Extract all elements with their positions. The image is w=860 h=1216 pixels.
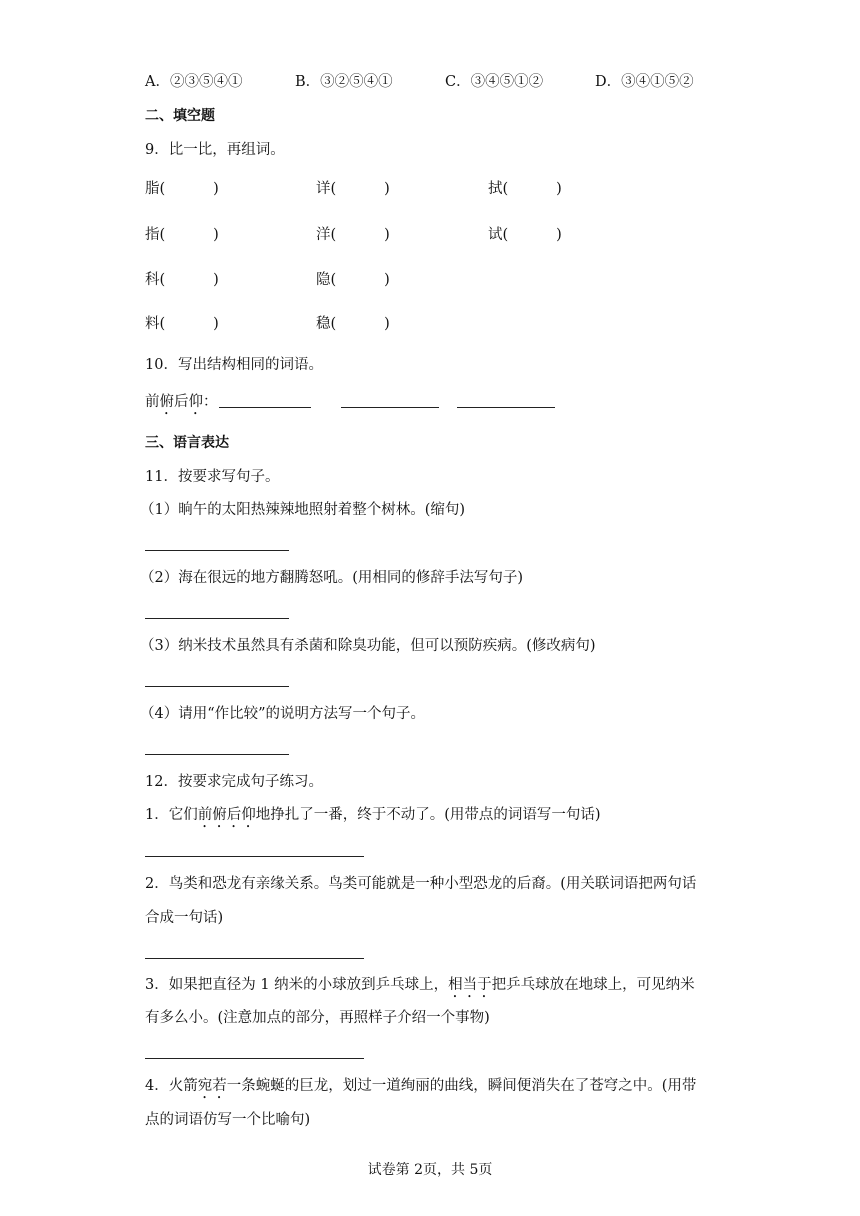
q11-answer-line-3[interactable] [145,686,289,687]
q9-cell: 科( ) [145,272,219,288]
page-footer: 试卷第 2页，共 5页 [367,1162,493,1178]
q11-item-1: （1）晌午的太阳热辣辣地照射着整个树林。(缩句) [140,502,466,518]
section-3-title: 三、语言表达 [145,435,229,451]
q11-answer-line-1[interactable] [145,550,289,551]
option-d: D．③④①⑤② [595,74,694,90]
q11-item-3: （3）纳米技术虽然具有杀菌和除臭功能，但可以预防疾病。(修改病句) [140,638,596,654]
q12-item-4-line-2: 点的词语仿写一个比喻句) [145,1112,311,1128]
q12-item-2-line-1: 2．鸟类和恐龙有亲缘关系。鸟类可能就是一种小型恐龙的后裔。(用关联词语把两句话 [145,876,697,892]
option-b: B．③②⑤④① [295,74,393,90]
q9-cell: 详( ) [316,181,390,197]
q9-cell: 脂( ) [145,181,219,197]
q12-prompt: 12．按要求完成句子练习。 [145,774,323,790]
q10-answer-line-2[interactable] [341,407,439,408]
q12-answer-line-3[interactable] [145,1058,364,1059]
option-c: C．③④⑤①② [445,74,544,90]
q12-answer-line-1[interactable] [145,856,364,857]
q10-answer-line-3[interactable] [457,407,555,408]
q11-answer-line-2[interactable] [145,618,289,619]
q9-cell: 试( ) [488,227,562,243]
q11-item-2: （2）海在很远的地方翻腾怒吼。(用相同的修辞手法写句子) [140,570,524,586]
q12-item-3-line-1: 3．如果把直径为 1 纳米的小球放到乒乓球上，相当于把乒乓球放在地球上，可见纳米 [145,977,695,993]
q9-cell: 拭( ) [488,181,562,197]
q12-answer-line-2[interactable] [145,958,364,959]
q12-item-2-line-2: 合成一句话) [145,910,224,926]
q11-answer-line-4[interactable] [145,754,289,755]
q9-cell: 指( ) [145,227,219,243]
q10-answer-line-1[interactable] [219,407,311,408]
q10-label: 前俯后仰： [145,394,218,410]
q12-item-4-line-1: 4．火箭宛若一条蜿蜒的巨龙，划过一道绚丽的曲线，瞬间便消失在了苍穹之中。(用带 [145,1078,697,1094]
option-a: A．②③⑤④① [145,74,243,90]
q9-cell: 稳( ) [316,316,390,332]
q12-item-3-line-2: 有多么小。(注意加点的部分，再照样子介绍一个事物) [145,1010,490,1026]
q11-prompt: 11．按要求写句子。 [145,469,280,485]
q9-cell: 隐( ) [316,272,390,288]
q11-item-4: （4）请用“作比较”的说明方法写一个句子。 [140,706,426,722]
q9-cell: 洋( ) [316,227,390,243]
q10-prompt: 10．写出结构相同的词语。 [145,357,323,373]
q9-cell: 料( ) [145,316,219,332]
section-2-title: 二、填空题 [145,108,215,124]
q9-prompt: 9．比一比，再组词。 [145,142,285,158]
q12-item-1: 1．它们前俯后仰地挣扎了一番，终于不动了。(用带点的词语写一句话) [145,807,601,823]
